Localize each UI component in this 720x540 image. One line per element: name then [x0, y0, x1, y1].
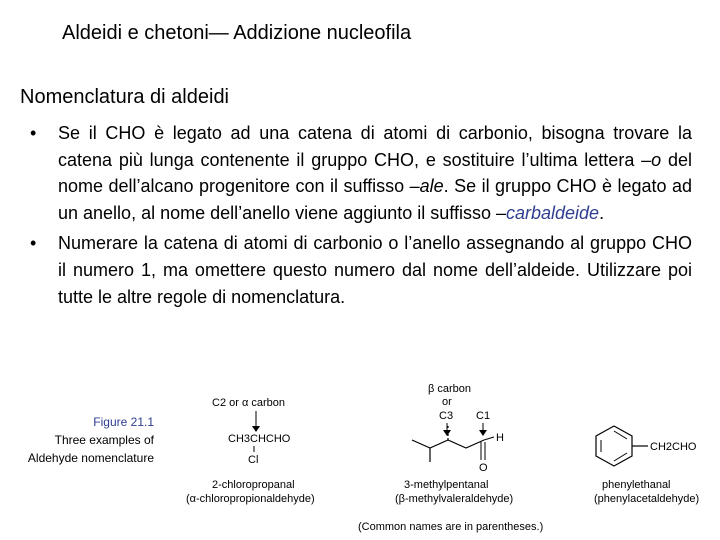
caption-line: Three examples of	[54, 433, 154, 447]
figure-label: Figure 21.1	[93, 415, 154, 429]
bullet-text: Numerare la catena di atomi di carbonio o l’anello assegnando al gruppo CHO il numero 1, ma omettere questo numero dal nome dell’aldeide. Utilizzare poi tutte le altre regole di nomenclatura.	[58, 233, 692, 307]
c2-alpha-annotation: C2 or α carbon	[212, 397, 286, 409]
common-name: (α-chloropropionaldehyde)	[186, 493, 315, 505]
oxygen-label: O	[479, 462, 488, 474]
section-heading: Nomenclatura di aldeidi	[20, 86, 230, 108]
molecule-formula: CH3CHCHO	[228, 433, 291, 445]
iupac-name: 2-chloropropanal	[212, 479, 295, 491]
c1-label: C1	[476, 410, 491, 422]
caption-line: Aldehyde nomenclature	[27, 451, 154, 465]
iupac-name: 3-methylpentanal	[404, 479, 489, 491]
suffix-ale: –ale	[409, 176, 444, 197]
side-chain-formula: CH2CHO	[650, 441, 697, 453]
bullet-text: Se il CHO è legato ad una catena di atomi di carbonio, bisogna trovare la catena più lunga contenente il gruppo CHO, e sostituire l’ultima lettera	[58, 123, 692, 170]
common-name: (phenylacetaldehyde)	[594, 493, 700, 505]
suffix-o: –o	[641, 149, 662, 170]
bullet-text: del nome dell’alcano progenitore con il suffisso	[58, 149, 692, 197]
bullet-marker: •	[30, 123, 37, 143]
suffix-carbaldeide: carbaldeide	[505, 202, 600, 223]
footnote: (Common names are in parentheses.)	[358, 521, 544, 533]
or-label: or	[442, 396, 452, 408]
page-title: Aldeidi e chetoni— Addizione nucleofila	[62, 22, 412, 44]
common-name: (β-methylvaleraldehyde)	[395, 493, 514, 505]
bullet-marker: •	[30, 233, 37, 254]
c3-label: C3	[439, 410, 454, 422]
chlorine-label: Cl	[248, 454, 259, 466]
iupac-name: phenylethanal	[602, 479, 671, 491]
hydrogen-label: H	[496, 432, 504, 444]
bullet-text: . Se il gruppo CHO è legato ad un anello, al nome dell’anello viene aggiunto il suffisso –	[58, 176, 692, 223]
bullet-text: .	[599, 202, 605, 223]
beta-carbon-annotation: β carbon	[428, 383, 472, 395]
